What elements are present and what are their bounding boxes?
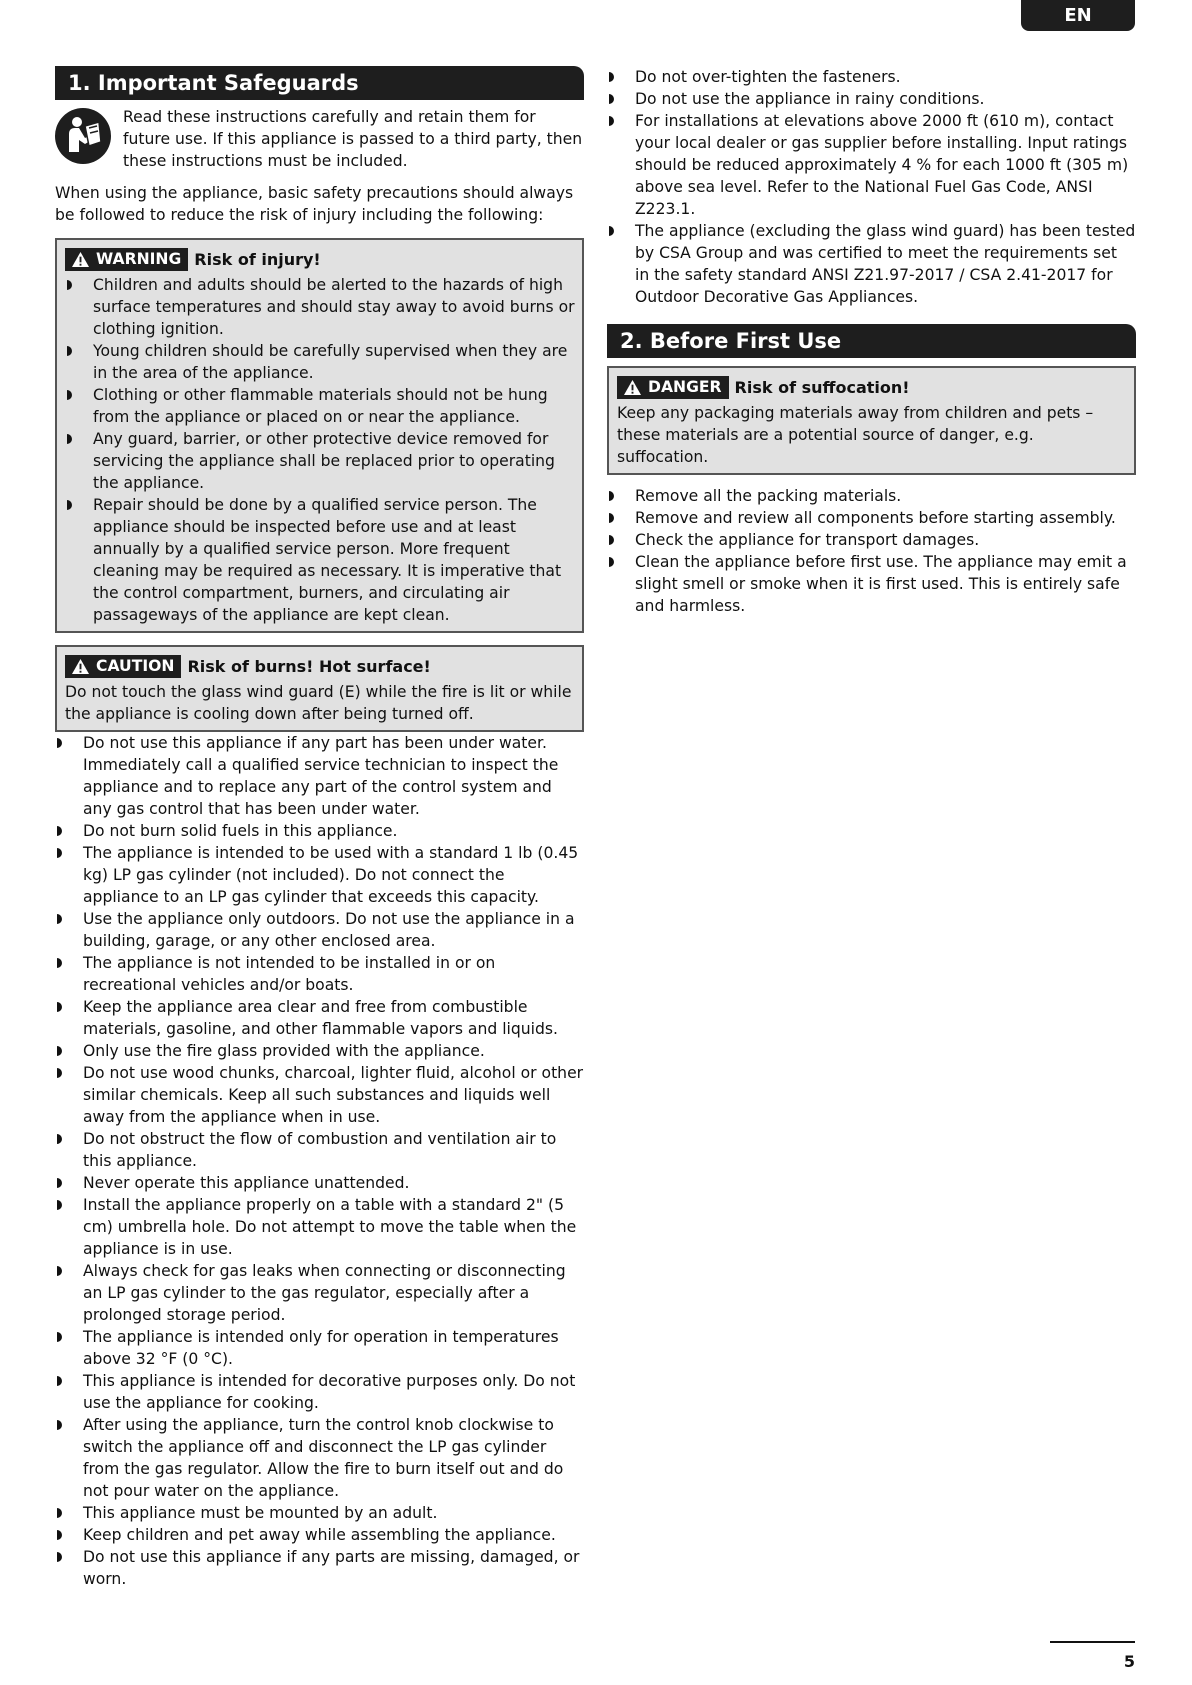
danger-title: Risk of suffocation! — [734, 377, 910, 397]
warning-box — [55, 238, 584, 633]
list-item: Use the appliance only outdoors. Do not use the appliance in a building, garage, or any other enclosed area. — [55, 908, 584, 952]
list-item: The appliance is intended to be used with a standard 1 lb (0.45 kg) LP gas cylinder (not included). Do not connect the appliance to an LP gas cylinder that exceeds this capacity. — [55, 842, 584, 908]
list-item: Clean the appliance before first use. The appliance may emit a slight smell or smoke when it is first used. This is entirely safe and harmless. — [607, 551, 1136, 617]
manual-reading-icon — [55, 108, 111, 164]
list-item: Young children should be carefully supervised when they are in the area of the appliance. — [65, 340, 575, 384]
list-item: Never operate this appliance unattended. — [55, 1172, 584, 1194]
list-item: Do not obstruct the flow of combustion and ventilation air to this appliance. — [55, 1128, 584, 1172]
list-item: Keep children and pet away while assembling the appliance. — [55, 1524, 584, 1546]
page-number: 5 — [1123, 1652, 1135, 1671]
list-item: Children and adults should be alerted to the hazards of high surface temperatures and should stay away to avoid burns or clothing ignition. — [65, 274, 575, 340]
section-2-header: 2. Before First Use — [607, 324, 1136, 358]
precautions-paragraph: When using the appliance, basic safety precautions should always be followed to reduce the risk of injury including the following: — [55, 184, 574, 224]
list-item: Do not over-tighten the fasteners. — [607, 66, 1136, 88]
list-item: Remove all the packing materials. — [607, 485, 1136, 507]
section-1-header: 1. Important Safeguards — [55, 66, 584, 100]
list-item: This appliance is intended for decorative purposes only. Do not use the appliance for cooking. — [55, 1370, 584, 1414]
list-item: Install the appliance properly on a table with a standard 2" (5 cm) umbrella hole. Do not attempt to move the table when the appliance is in use. — [55, 1194, 584, 1260]
list-item: Any guard, barrier, or other protective device removed for servicing the appliance shall be replaced prior to operating the appliance. — [65, 428, 575, 494]
list-item: Always check for gas leaks when connecting or disconnecting an LP gas cylinder to the gas regulator, especially after a prolonged storage period. — [55, 1260, 584, 1326]
danger-tag: DANGER — [617, 376, 729, 399]
caution-text: Do not touch the glass wind guard (E) while the fire is lit or while the appliance is cooling down after being turned off. — [65, 683, 572, 723]
list-item: Clothing or other flammable materials should not be hung from the appliance or placed on or near the appliance. — [65, 384, 575, 428]
caution-box — [55, 645, 584, 732]
list-item: Only use the fire glass provided with the appliance. — [55, 1040, 584, 1062]
list-item: Do not use wood chunks, charcoal, lighter fluid, alcohol or other similar chemicals. Keep all such substances and liquids well away from the appliance when in use. — [55, 1062, 584, 1128]
list-item: Check the appliance for transport damages. — [607, 529, 1136, 551]
intro-block — [55, 106, 584, 172]
list-item: Keep the appliance area clear and free from combustible materials, gasoline, and other flammable vapors and liquids. — [55, 996, 584, 1040]
warning-tag: WARNING — [65, 248, 188, 271]
list-item: The appliance (excluding the glass wind guard) has been tested by CSA Group and was certified to meet the requirements set in the safety standard ANSI Z21.97-2017 / CSA 2.41-2017 for Outdoor Decorative Gas Appliances. — [607, 220, 1136, 308]
list-item: For installations at elevations above 2000 ft (610 m), contact your local dealer or gas supplier before installing. Input ratings should be reduced approximately 4 % for each 1000 ft (305 m) above sea level. Refer to the National Fuel Gas Code, ANSI Z223.1. — [607, 110, 1136, 220]
safeguards-list — [55, 732, 584, 1590]
caution-tag: CAUTION — [65, 655, 181, 678]
list-item: The appliance is not intended to be installed in or on recreational vehicles and/or boats. — [55, 952, 584, 996]
list-item: Do not use this appliance if any parts are missing, damaged, or worn. — [55, 1546, 584, 1590]
danger-box — [607, 366, 1136, 475]
before-first-use-list — [607, 485, 1136, 617]
language-tab: EN — [1021, 0, 1135, 31]
warning-title: Risk of injury! — [194, 249, 321, 269]
list-item: Do not use the appliance in rainy conditions. — [607, 88, 1136, 110]
intro-text: Read these instructions carefully and retain them for future use. If this appliance is passed to a third party, then these instructions must be included. — [123, 108, 583, 170]
warning-triangle-icon — [71, 251, 90, 268]
list-item: After using the appliance, turn the control knob clockwise to switch the appliance off and disconnect the LP gas cylinder from the gas regulator. Allow the fire to burn itself out and do not pour water on the appliance. — [55, 1414, 584, 1502]
safeguards-list-continued — [607, 66, 1136, 308]
list-item: Do not use this appliance if any part has been under water. Immediately call a qualified service technician to inspect the appliance and to replace any part of the control system and any gas control that has been under water. — [55, 732, 584, 820]
list-item: The appliance is intended only for operation in temperatures above 32 °F (0 °C). — [55, 1326, 584, 1370]
list-item: Repair should be done by a qualified service person. The appliance should be inspected before use and at least annually by a qualified service person. More frequent cleaning may be required as necessary. It is imperative that the control compartment, burners, and circulating air passageways of the appliance are kept clean. — [65, 494, 575, 626]
warning-list — [65, 274, 575, 626]
danger-text: Keep any packaging materials away from children and pets – these materials are a potential source of danger, e.g. suffocation. — [617, 404, 1094, 466]
caution-title: Risk of burns! Hot surface! — [187, 656, 431, 676]
warning-triangle-icon — [623, 379, 642, 396]
list-item: This appliance must be mounted by an adult. — [55, 1502, 584, 1524]
right-column — [607, 66, 1136, 617]
left-column — [55, 66, 584, 1590]
list-item: Do not burn solid fuels in this appliance. — [55, 820, 584, 842]
footer-rule — [1050, 1641, 1135, 1643]
list-item: Remove and review all components before starting assembly. — [607, 507, 1136, 529]
warning-triangle-icon — [71, 658, 90, 675]
